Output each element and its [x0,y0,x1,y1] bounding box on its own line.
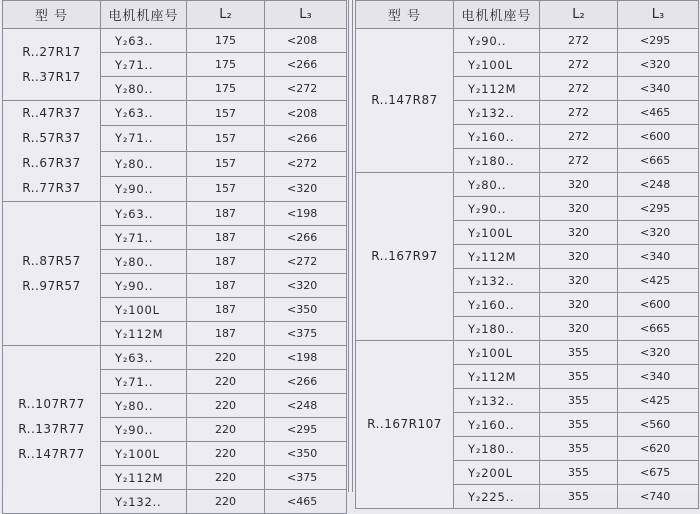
l3-cell: <740 [618,485,699,509]
l2-cell: 187 [187,250,265,274]
motor-frame-cell: Y₂112M [454,77,540,101]
l2-cell: 272 [540,149,618,173]
l2-cell: 220 [187,442,265,466]
l2-cell: 187 [187,298,265,322]
motor-frame-cell: Y₂160.. [454,413,540,437]
column-divider [348,0,353,492]
l2-cell: 355 [540,461,618,485]
motor-header: 电机机座号 [454,1,540,29]
model-name: R..67R37 [22,156,81,170]
motor-frame-cell: Y₂100L [101,298,187,322]
l3-cell: <600 [618,125,699,149]
motor-frame-cell: Y₂80.. [101,151,187,176]
l3-cell: <208 [265,101,347,126]
model-cell [3,346,101,514]
motor-frame-cell: Y₂71.. [101,53,187,77]
l3-cell: <425 [618,389,699,413]
l3-cell: <320 [618,53,699,77]
model-name: R..107R77 [18,397,85,411]
motor-frame-cell: Y₂100L [454,341,540,365]
motor-frame-cell: Y₂80.. [101,250,187,274]
model-cell [3,101,101,202]
l2-cell: 320 [540,245,618,269]
l3-cell: <320 [618,341,699,365]
l3-cell: <375 [265,322,347,346]
motor-frame-cell: Y₂63.. [101,101,187,126]
model-cell [3,202,101,346]
l2-cell: 220 [187,346,265,370]
l3-cell: <425 [618,269,699,293]
right-table-body [356,29,699,509]
motor-frame-cell: Y₂180.. [454,437,540,461]
l3-cell: <198 [265,346,347,370]
l2-cell: 355 [540,413,618,437]
model-name: R..97R57 [22,278,81,293]
l2-cell: 220 [187,466,265,490]
motor-frame-cell: Y₂90.. [454,197,540,221]
table-row [356,29,699,53]
l3-cell: <266 [265,370,347,394]
l3-cell: <320 [618,221,699,245]
l2-cell: 187 [187,226,265,250]
l3-cell: <560 [618,413,699,437]
model-name: R..167R97 [371,249,438,263]
header-row [3,1,347,29]
model-name: R..87R57 [22,253,81,268]
l3-cell: <465 [618,101,699,125]
l2-cell: 272 [540,29,618,53]
model-name: R..77R37 [22,181,81,195]
l2-cell: 320 [540,293,618,317]
motor-frame-cell: Y₂100L [454,53,540,77]
l2-cell: 320 [540,197,618,221]
l2-cell: 187 [187,274,265,298]
l2-cell: 220 [187,394,265,418]
motor-frame-cell: Y₂63.. [101,29,187,53]
l3-cell: <248 [265,394,347,418]
l3-cell: <665 [618,317,699,341]
l2-cell: 175 [187,77,265,101]
motor-frame-cell: Y₂100L [454,221,540,245]
left-table-body [3,29,347,514]
motor-frame-cell: Y₂180.. [454,317,540,341]
l3-cell: <272 [265,77,347,101]
model-name: R..57R37 [22,131,81,145]
table-row [356,341,699,365]
l3-cell: <272 [265,151,347,176]
l3-cell: <320 [265,274,347,298]
motor-frame-cell: Y₂63.. [101,346,187,370]
l2-cell: 272 [540,77,618,101]
motor-frame-cell: Y₂132.. [101,490,187,514]
l3-header: L₃ [618,1,699,29]
right-spec-table [355,0,699,509]
motor-frame-cell: Y₂225.. [454,485,540,509]
l2-header: L₂ [187,1,265,29]
motor-frame-cell: Y₂90.. [101,176,187,201]
l2-cell: 320 [540,221,618,245]
l3-cell: <340 [618,77,699,101]
model-name: R..27R17 [22,44,81,59]
motor-frame-cell: Y₂80.. [101,77,187,101]
l3-cell: <350 [265,298,347,322]
motor-frame-cell: Y₂90.. [101,274,187,298]
l2-cell: 157 [187,101,265,126]
l2-cell: 187 [187,202,265,226]
motor-frame-cell: Y₂112M [101,322,187,346]
model-name: R..37R17 [22,69,81,84]
motor-frame-cell: Y₂80.. [101,394,187,418]
motor-frame-cell: Y₂71.. [101,126,187,151]
model-cell [3,29,101,101]
l3-cell: <248 [618,173,699,197]
motor-frame-cell: Y₂112M [454,365,540,389]
motor-frame-cell: Y₂71.. [101,226,187,250]
l3-cell: <620 [618,437,699,461]
l3-cell: <266 [265,53,347,77]
l2-cell: 355 [540,485,618,509]
l2-cell: 187 [187,322,265,346]
l3-header: L₃ [265,1,347,29]
motor-frame-cell: Y₂132.. [454,269,540,293]
motor-frame-cell: Y₂132.. [454,389,540,413]
l3-cell: <295 [618,29,699,53]
l2-cell: 355 [540,341,618,365]
motor-frame-cell: Y₂160.. [454,293,540,317]
model-cell [356,173,454,341]
l3-cell: <465 [265,490,347,514]
l3-cell: <665 [618,149,699,173]
l3-cell: <266 [265,226,347,250]
motor-frame-cell: Y₂80.. [454,173,540,197]
model-name: R..147R77 [18,447,85,461]
motor-frame-cell: Y₂90.. [454,29,540,53]
model-name: R..47R37 [22,106,81,120]
motor-frame-cell: Y₂90.. [101,418,187,442]
motor-frame-cell: Y₂63.. [101,202,187,226]
l2-cell: 157 [187,176,265,201]
l3-cell: <272 [265,250,347,274]
l2-header: L₂ [540,1,618,29]
l2-cell: 355 [540,437,618,461]
left-spec-table [2,0,347,514]
l2-cell: 272 [540,53,618,77]
l3-cell: <350 [265,442,347,466]
model-name: R..167R107 [367,417,442,431]
model-header: 型 号 [356,1,454,29]
motor-frame-cell: Y₂132.. [454,101,540,125]
l3-cell: <340 [618,365,699,389]
motor-header: 电机机座号 [101,1,187,29]
table-row [3,101,347,126]
motor-frame-cell: Y₂112M [454,245,540,269]
table-row [356,173,699,197]
model-cell [356,341,454,509]
l2-cell: 220 [187,370,265,394]
table-row [3,346,347,370]
l2-cell: 220 [187,490,265,514]
l2-cell: 272 [540,101,618,125]
l2-cell: 320 [540,317,618,341]
model-cell [356,29,454,173]
l2-cell: 175 [187,29,265,53]
l2-cell: 355 [540,389,618,413]
l3-cell: <295 [265,418,347,442]
l2-cell: 272 [540,125,618,149]
table-row [3,29,347,53]
l3-cell: <295 [618,197,699,221]
model-name: R..137R77 [18,422,85,436]
motor-frame-cell: Y₂71.. [101,370,187,394]
motor-frame-cell: Y₂112M [101,466,187,490]
motor-frame-cell: Y₂180.. [454,149,540,173]
l3-cell: <375 [265,466,347,490]
l2-cell: 320 [540,173,618,197]
l3-cell: <198 [265,202,347,226]
l2-cell: 157 [187,151,265,176]
l3-cell: <340 [618,245,699,269]
model-header: 型 号 [3,1,101,29]
l3-cell: <208 [265,29,347,53]
header-row [356,1,699,29]
l3-cell: <600 [618,293,699,317]
l3-cell: <266 [265,126,347,151]
l2-cell: 320 [540,269,618,293]
motor-frame-cell: Y₂200L [454,461,540,485]
table-row [3,202,347,226]
model-name: R..147R87 [371,93,438,107]
l2-cell: 157 [187,126,265,151]
l2-cell: 220 [187,418,265,442]
l2-cell: 175 [187,53,265,77]
l3-cell: <675 [618,461,699,485]
motor-frame-cell: Y₂100L [101,442,187,466]
motor-frame-cell: Y₂160.. [454,125,540,149]
l3-cell: <320 [265,176,347,201]
l2-cell: 355 [540,365,618,389]
